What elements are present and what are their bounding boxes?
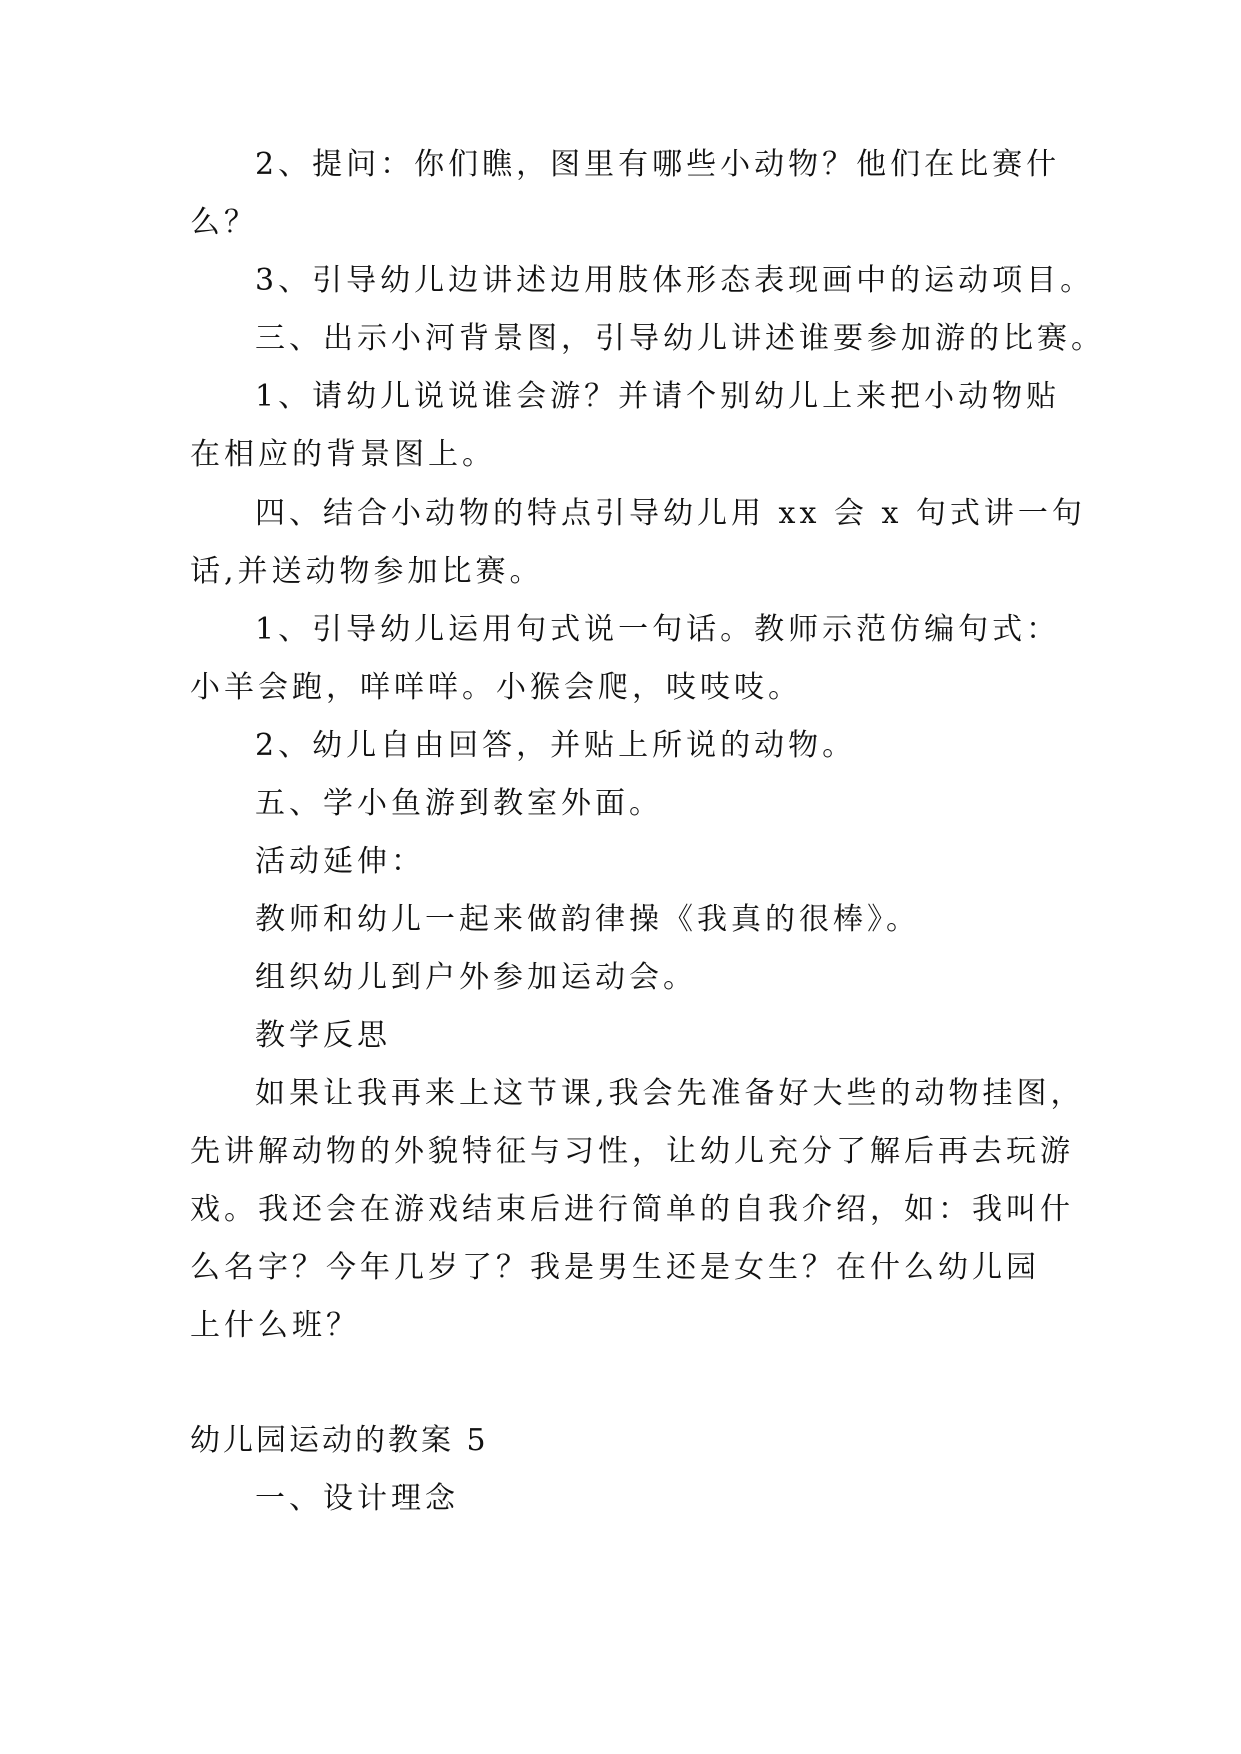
section-title: 幼儿园运动的教案 5 [190, 1423, 489, 1458]
paragraph-line: 三、出示小河背景图，引导幼儿讲述谁要参加游的比赛。 [255, 321, 1105, 356]
paragraph-line: 戏。我还会在游戏结束后进行简单的自我介绍，如：我叫什 [190, 1192, 1074, 1227]
paragraph-line: 么名字？今年几岁了？我是男生还是女生？在什么幼儿园 [190, 1250, 1040, 1285]
paragraph-line: 1、引导幼儿运用句式说一句话。教师示范仿编句式： [255, 612, 1061, 647]
paragraph-line: 2、幼儿自由回答，并贴上所说的动物。 [255, 728, 857, 763]
section-first-item: 一、设计理念 [255, 1481, 459, 1516]
paragraph-line: 活动延伸： [255, 844, 425, 879]
paragraph-line: 么？ [190, 205, 258, 240]
paragraph-line: 小羊会跑，咩咩咩。小猴会爬，吱吱吱。 [190, 670, 802, 705]
paragraph-line: 教师和幼儿一起来做韵律操《我真的很棒》。 [255, 902, 920, 937]
paragraph-line: 如果让我再来上这节课,我会先准备好大些的动物挂图， [255, 1076, 1085, 1111]
paragraph-line: 组织幼儿到户外参加运动会。 [255, 960, 697, 995]
paragraph-line: 上什么班？ [190, 1308, 360, 1343]
paragraph-line: 在相应的背景图上。 [190, 437, 496, 472]
paragraph-line: 2、提问：你们瞧，图里有哪些小动物？他们在比赛什 [255, 147, 1061, 182]
paragraph-line: 话,并送动物参加比赛。 [190, 554, 544, 589]
paragraph-line: 3、引导幼儿边讲述边用肢体形态表现画中的运动项目。 [255, 263, 1095, 298]
paragraph-line: 五、学小鱼游到教室外面。 [255, 786, 663, 821]
paragraph-line: 1、请幼儿说说谁会游？并请个别幼儿上来把小动物贴 [255, 379, 1061, 414]
paragraph-line: 四、结合小动物的特点引导幼儿用 xx 会 x 句式讲一句 [255, 496, 1086, 531]
paragraph-line: 先讲解动物的外貌特征与习性，让幼儿充分了解后再去玩游 [190, 1134, 1074, 1169]
paragraph-line: 教学反思 [255, 1018, 391, 1053]
